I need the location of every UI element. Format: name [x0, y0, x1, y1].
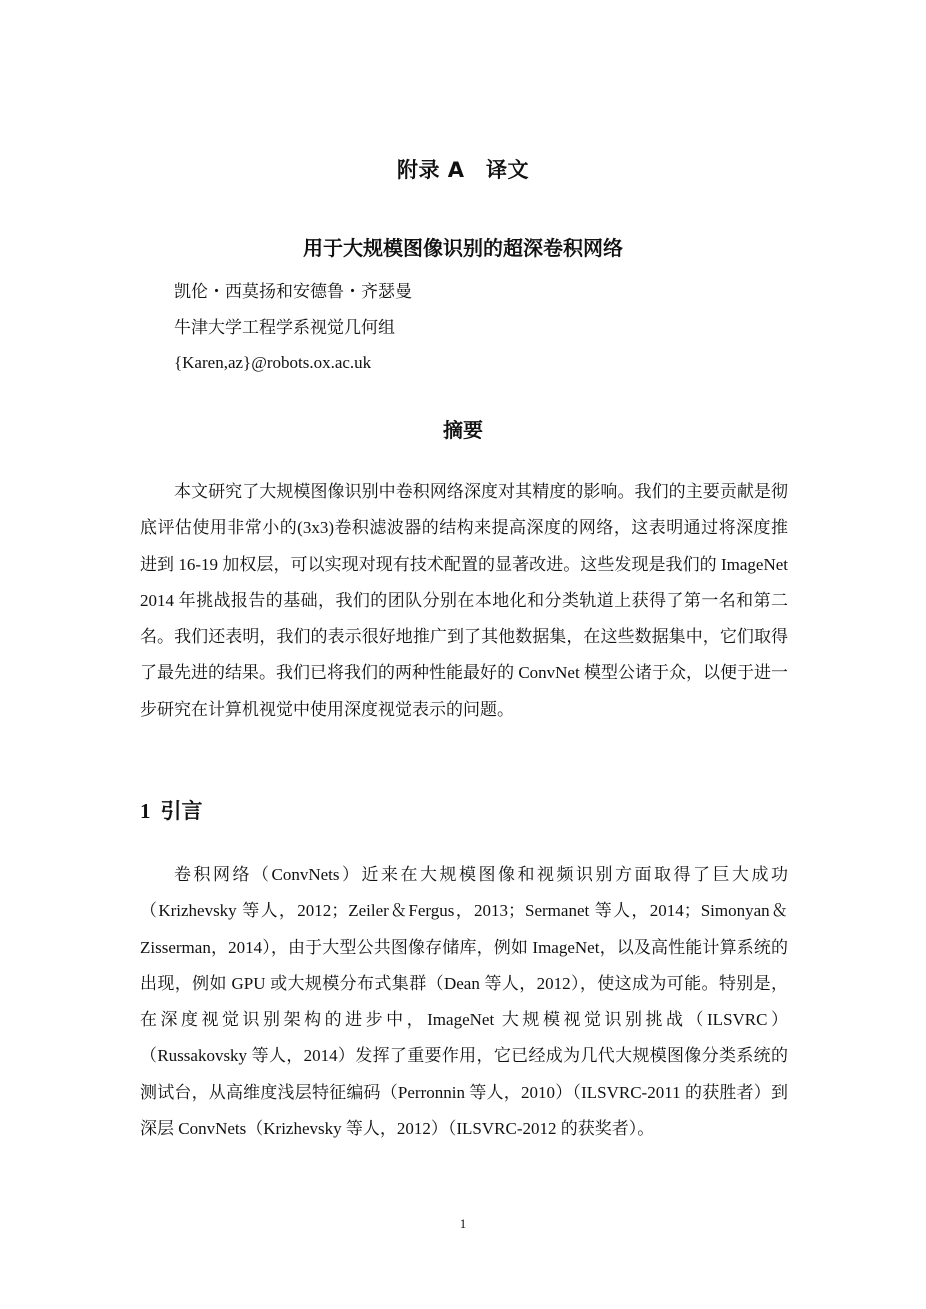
section-title: 引言	[160, 799, 203, 823]
paper-title: 用于大规模图像识别的超深卷积网络	[303, 236, 623, 260]
page-number: 1	[459, 1216, 467, 1231]
author-email: {Karen,az}@robots.ox.ac.uk	[174, 353, 372, 372]
authors: 凯伦・西莫扬和安德鲁・齐瑟曼	[174, 282, 412, 301]
abstract-paragraph: 本文研究了大规模图像识别中卷积网络深度对其精度的影响。我们的主要贡献是彻底评估使用非常小的(3x3)卷积滤波器的结构来提高深度的网络，这表明通过将深度推进到 16-19 加权层，可以实现对现有技术配置的显著改进。这些发现是我们的 ImageNet 2014 年挑战报告的基础，我们的团队分别在本地化和分类轨道上获得了第一名和第二名。我们还表明，我们的表示很好地推广到了其他数据集，在这些数据集中，它们取得了最先进的结果。我们已将我们的两种性能最好的 ConvNet 模型公诸于众，以便于进一步研究在计算机视觉中使用深度视觉表示的问题。	[140, 482, 788, 719]
section-number: 1	[140, 799, 151, 823]
introduction-paragraph: 卷积网络（ConvNets）近来在大规模图像和视频识别方面取得了巨大成功（Krizhevsky 等人，2012；Zeiler＆Fergus，2013；Sermanet 等人，2014；Simonyan＆Zisserman，2014），由于大型公共图像存储库，例如 ImageNet，以及高性能计算系统的出现，例如 GPU 或大规模分布式集群（Dean 等人，2012），使这成为可能。特别是，在深度视觉识别架构的进步中，ImageNet 大规模视觉识别挑战（ILSVRC）（Russakovsky 等人，2014）发挥了重要作用，它已经成为几代大规模图像分类系统的测试台，从高维度浅层特征编码（Perronnin 等人，2010）（ILSVRC-2011 的获胜者）到深层 ConvNets（Krizhevsky 等人，2012）（ILSVRC-2012 的获奖者）。	[140, 865, 788, 1139]
section-heading-introduction	[140, 795, 203, 825]
abstract-heading: 摘要	[443, 418, 483, 442]
appendix-title: 附录 A 译文	[396, 158, 530, 182]
affiliation: 牛津大学工程学系视觉几何组	[174, 318, 395, 337]
